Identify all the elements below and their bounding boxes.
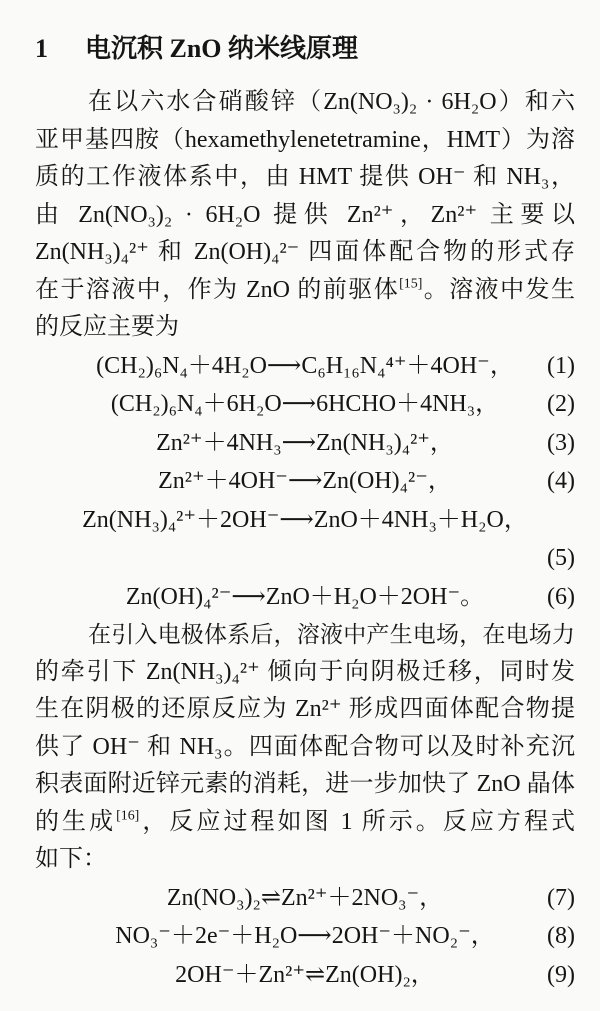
line-text: 。溶液中发生 (422, 276, 575, 303)
paragraph-line: Zn(NH₃)₄²⁺ 和 Zn(OH)₄²⁻ 四面体配合物的形式存 (35, 239, 575, 265)
equation-row (35, 385, 575, 424)
equation-spacer (35, 347, 96, 386)
line-text: 的生成 (35, 808, 117, 835)
equation-row (35, 501, 575, 540)
paragraph-line (35, 804, 575, 842)
equation-spacer (35, 956, 175, 995)
equation-number-row (35, 539, 575, 578)
equation-formula: NO₃⁻＋2e⁻＋H₂O⟶2OH⁻＋NO₂⁻， (115, 923, 495, 949)
equation-formula: Zn(OH)₄²⁻⟶ZnO＋H₂O＋2OH⁻。 (125, 583, 485, 610)
equation-spacer (35, 424, 156, 463)
equation-number: (1) (547, 352, 575, 379)
paragraph-line: 质的工作液体系中，由 HMT 提供 OH⁻ 和 NH₃， (35, 164, 575, 190)
equation-row (35, 424, 575, 463)
citation-superscript: [16] (116, 807, 140, 823)
equation-block-2 (35, 879, 575, 995)
paragraph-line: 在以六水合硝酸锌（Zn(NO₃)₂ · 6H₂O）和六 (88, 89, 575, 115)
equation-number: (4) (547, 468, 575, 494)
equation-spacer (35, 917, 115, 956)
section-title: 电沉积 ZnO 纳米线原理 (85, 34, 359, 63)
equation-row (35, 462, 575, 501)
equation-spacer (35, 539, 305, 578)
equation-formula: Zn²⁺＋4OH⁻⟶Zn(OH)₄²⁻， (158, 468, 452, 494)
paragraph-line: 生在阴极的还原反应为 Zn²⁺ 形成四面体配合物提 (35, 696, 575, 722)
paragraph-line: 的反应主要为 (35, 314, 179, 340)
line-text: ，反应过程如图 1 所示。反应方程式 (139, 808, 575, 835)
equation-row (35, 917, 575, 956)
equation-number: (7) (547, 884, 575, 911)
equation-block-1 (35, 347, 575, 617)
paragraph-line: 如下： (35, 846, 107, 872)
equation-spacer (35, 385, 111, 424)
equation-row (35, 956, 575, 995)
equation-spacer (35, 501, 82, 540)
equation-spacer (35, 879, 167, 918)
paragraph-line: 在引入电极体系后，溶液中产生电场，在电场力 (88, 622, 575, 647)
equation-spacer (35, 462, 158, 501)
equation-row (35, 347, 575, 386)
equation-formula: (CH₂)₆N₄＋4H₂O⟶C₆H₁₆N₄⁴⁺＋4OH⁻， (96, 352, 514, 379)
section-number: 1 (35, 34, 48, 63)
paragraph-2 (35, 616, 575, 879)
paragraph-1 (35, 84, 575, 347)
paragraph-line: 积表面附近锌元素的消耗，进一步加快了 ZnO 晶体 (35, 771, 575, 797)
equation-number: (5) (547, 545, 575, 571)
paragraph-line: 亚甲基四胺（hexamethylenetetramine，HMT）为溶 (35, 126, 575, 153)
equation-spacer (35, 578, 126, 617)
equation-number: (3) (547, 429, 575, 456)
citation-superscript: [15] (399, 275, 423, 291)
equation-row (35, 879, 575, 918)
equation-number: (2) (547, 391, 575, 417)
paragraph-line: 由 Zn(NO₃)₂ · 6H₂O 提供 Zn²⁺，Zn²⁺ 主要以 (35, 201, 575, 228)
paragraph-line (35, 272, 575, 310)
equation-formula: Zn(NO₃)₂⇌Zn²⁺＋2NO₃⁻， (166, 884, 444, 911)
equation-number: (8) (547, 923, 575, 949)
equation-number: (9) (547, 961, 575, 988)
paragraph-line: 的牵引下 Zn(NH₃)₄²⁺ 倾向于向阴极迁移，同时发 (35, 658, 575, 685)
equation-row (35, 578, 575, 617)
paragraph-line: 供了 OH⁻ 和 NH₃。四面体配合物可以及时补充沉 (35, 733, 575, 760)
equation-formula: (CH₂)₆N₄＋6H₂O⟶6HCHO＋4NH₃， (110, 391, 500, 417)
section-heading (35, 30, 575, 67)
equation-spacer (528, 501, 575, 540)
equation-formula: Zn(NH₃)₄²⁺＋2OH⁻⟶ZnO＋4NH₃＋H₂O， (82, 506, 528, 533)
line-text: 在于溶液中，作为 ZnO 的前驱体 (35, 276, 400, 303)
equation-formula: 2OH⁻＋Zn²⁺⇌Zn(OH)₂， (175, 961, 435, 988)
equation-formula: Zn²⁺＋4NH₃⟶Zn(NH₃)₄²⁺， (156, 429, 454, 456)
equation-number: (6) (547, 583, 575, 610)
